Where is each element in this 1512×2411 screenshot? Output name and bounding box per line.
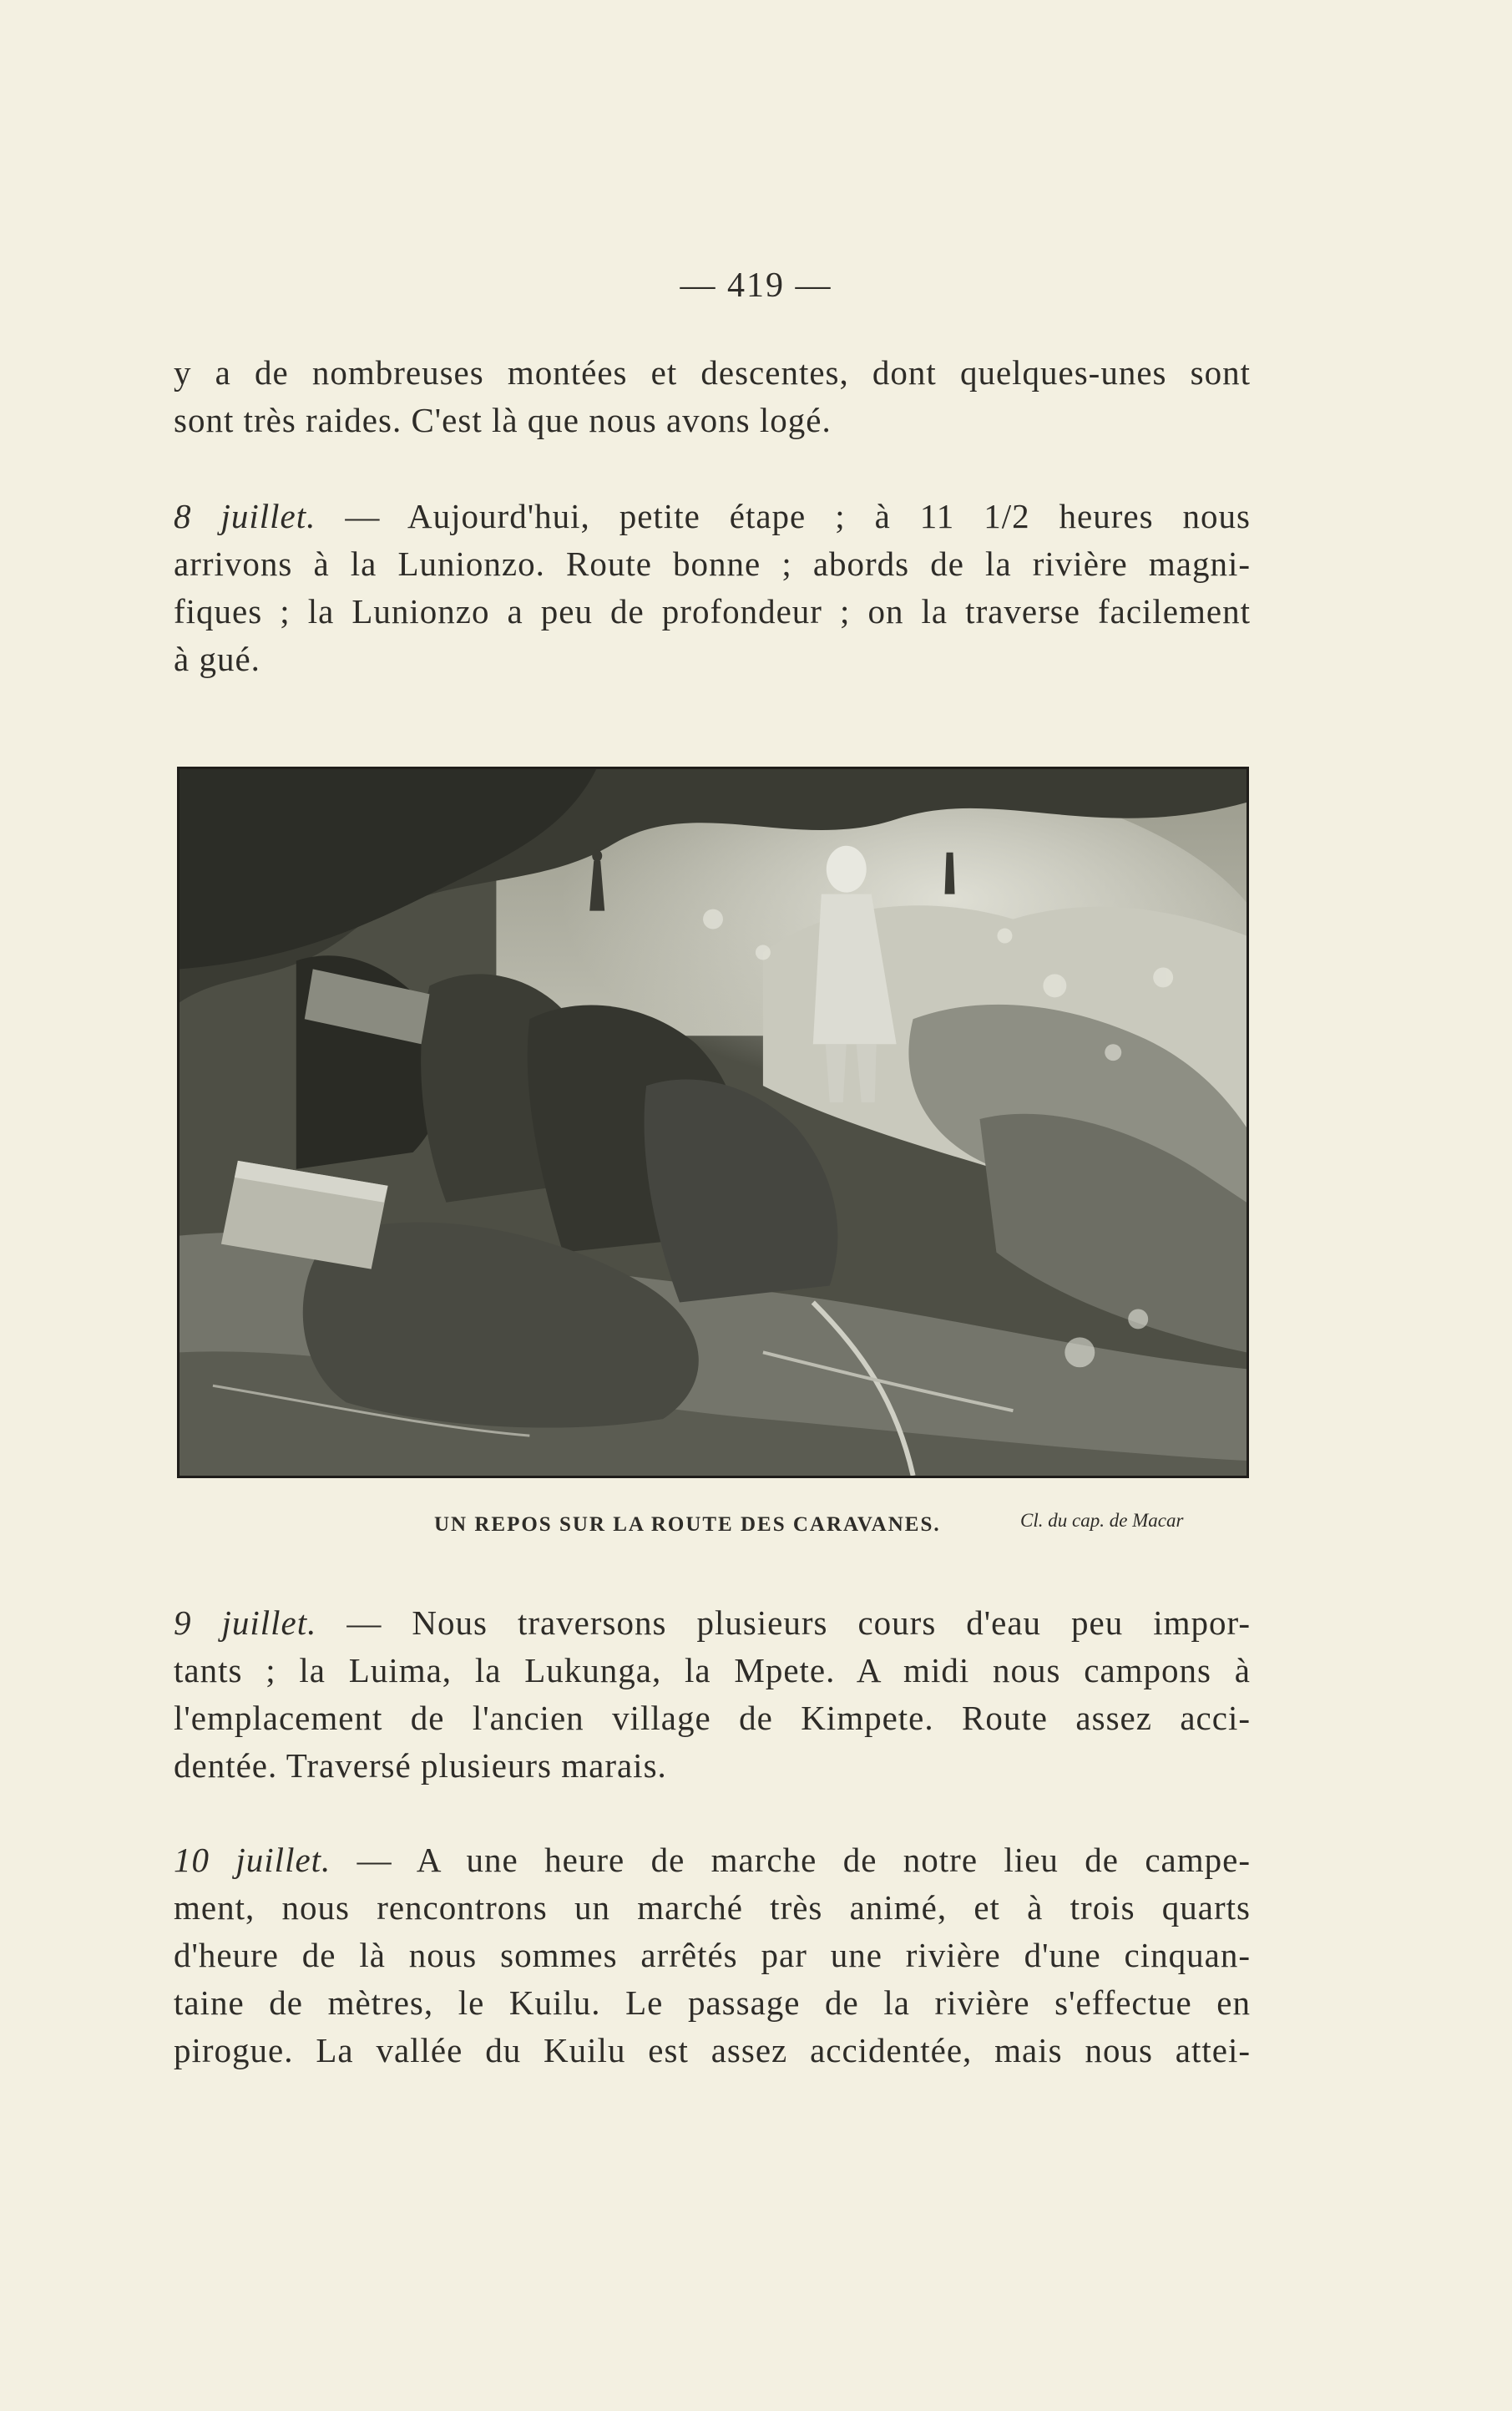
paragraph-8-juillet — [174, 493, 1251, 683]
text-line: l'emplacement de l'ancien village de Kimpete. Route assez acci- — [174, 1699, 1251, 1737]
text-line: y a de nombreuses montées et descentes, dont quelques-unes sont — [174, 353, 1251, 392]
text-line — [174, 1836, 1251, 1884]
paragraph-10-juillet — [174, 1836, 1251, 2074]
entry-date: 10 juillet. — [174, 1841, 331, 1879]
paragraph-1 — [174, 349, 1251, 444]
text-line: arrivons à la Lunionzo. Route bonne ; abords de la rivière magni- — [174, 545, 1251, 583]
text-line: sont très raides. C'est là que nous avons logé. — [174, 401, 832, 439]
photo-credit: Cl. du cap. de Macar — [1020, 1510, 1184, 1531]
entry-date: 8 juillet. — [174, 497, 316, 535]
text-line — [174, 1599, 1251, 1647]
text-line — [174, 493, 1251, 540]
text-line: à gué. — [174, 640, 260, 678]
text-line: taine de mètres, le Kuilu. Le passage de la rivière s'effectue en — [174, 1983, 1251, 2022]
text-line: fiques ; la Lunionzo a peu de profondeur ; on la traverse facilement — [174, 592, 1251, 631]
photograph-image — [180, 769, 1247, 1476]
text-line: tants ; la Luima, la Lukunga, la Mpete. A midi nous campons à — [174, 1651, 1251, 1689]
text-line: ment, nous rencontrons un marché très animé, et à trois quarts — [174, 1888, 1251, 1927]
paragraph-9-juillet — [174, 1599, 1251, 1790]
text-fragment: — A une heure de marche de notre lieu de campe- — [331, 1841, 1252, 1879]
text-line: d'heure de là nous sommes arrêtés par une rivière d'une cinquan- — [174, 1936, 1251, 1974]
text-fragment: — Nous traversons plusieurs cours d'eau peu impor- — [316, 1603, 1252, 1642]
text-line: pirogue. La vallée du Kuilu est assez accidentée, mais nous attei- — [174, 2031, 1251, 2069]
text-fragment: — Aujourd'hui, petite étape ; à 11 1/2 heures nous — [316, 497, 1251, 535]
text-line: dentée. Traversé plusieurs marais. — [174, 1746, 667, 1785]
figure-caption: UN REPOS SUR LA ROUTE DES CARAVANES. — [434, 1513, 941, 1536]
page-number: — 419 — — [680, 266, 832, 305]
photograph — [177, 767, 1249, 1478]
entry-date: 9 juillet. — [174, 1603, 317, 1642]
